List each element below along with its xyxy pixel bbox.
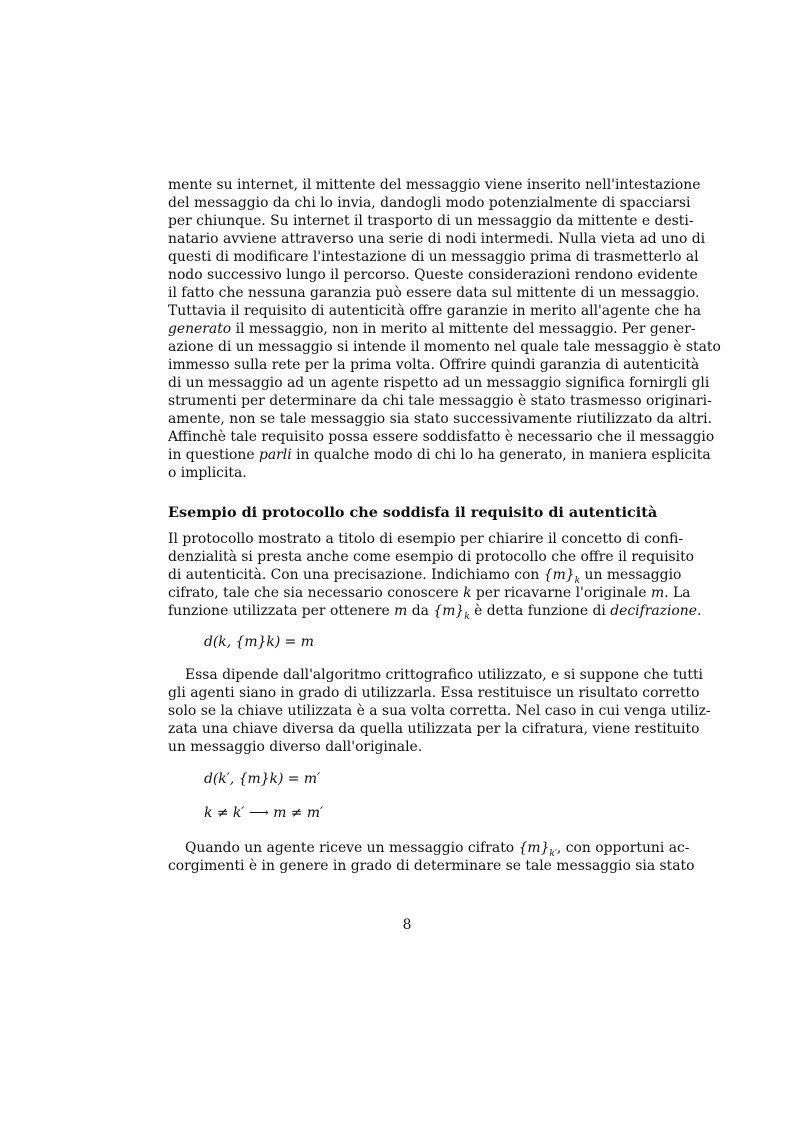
text-line [168,839,690,859]
text-span: in qualche modo di chi lo ha generato, in maniera esplicita [296,447,711,463]
text-line: natario avviene attraverso una serie di nodi intermedi. Nulla vieta ad uno di [168,231,706,247]
text-line [168,602,702,622]
text-line: un messaggio diverso dall'originale. [168,739,423,755]
text-line: mente su internet, il mittente del messaggio viene inserito nell'intestazione [168,177,701,193]
text-span: un messaggio [584,567,682,583]
page-number: 8 [402,917,412,933]
text-span: funzione utilizzata per ottenere [168,603,390,619]
text-line [168,566,682,586]
text-span: per ricavarne l'originale [475,585,647,601]
text-line: per chiunque. Su internet il trasporto di un messaggio da mittente e desti- [168,213,694,229]
text-line: immesso sulla rete per la prima volta. Offrire quindi garanzia di autenticità [168,357,700,373]
math-inline: $\{m\}_{k'}$, con opportuni ac- [518,840,690,859]
text-line: gli agenti siano in grado di utilizzarla. Essa restituisce un risultato corretto [168,685,700,701]
text-line: zata una chiave diversa da quella utilizzata per la cifratura, viene restituito [168,721,700,737]
text-span: m. La [650,585,691,601]
text-span: cifrato, tale che sia necessario conoscere [168,585,459,601]
text-line: Il protocollo mostrato a titolo di esempio per chiarire il concetto di confi- [168,531,684,547]
text-line: corgimenti è in genere in grado di determinare se tale messaggio sia stato [168,858,695,874]
text-line: Essa dipende dall'algoritmo crittografico utilizzato, e si suppone che tutti [185,667,703,683]
text-line: Affinchè tale requisito possa essere soddisfatto è necessario che il messaggio [168,429,715,445]
text-line [168,320,696,338]
text-line: strumenti per determinare da chi tale messaggio è stato trasmesso originari- [168,393,712,409]
emphasis-generato: generato [168,321,232,337]
text-line: solo se la chiave utilizzata è a sua volta corretta. Nel caso in cui venga utiliz- [168,703,711,719]
math-inline: k [463,585,472,601]
math-inline: $\{m\}_k$ [543,567,581,586]
text-line [168,446,711,464]
text-line: denzialità si presta anche come esempio di protocollo che offre il requisito [168,549,695,565]
section-heading: Esempio di protocollo che soddisfa il requisito di autenticità [168,504,658,521]
text-span: il messaggio, non in merito al mittente del messaggio. Per gener- [235,321,696,337]
text-line: o implicita. [168,465,247,481]
text-span: di autenticità. Con una precisazione. Indichiamo con [168,567,540,583]
text-line: del messaggio da chi lo invia, dandogli modo potenzialmente di spacciarsi [168,195,691,211]
emphasis-parli: parli [258,447,292,463]
equation: k ≠ k′ ⟶ m ≠ m′ [204,805,324,821]
text-line: questi di modificare l'intestazione di un messaggio prima di trasmetterlo al [168,249,699,265]
text-line: azione di un messaggio si intende il momento nel quale tale messaggio è stato [168,339,721,355]
math-inline: m [394,603,408,619]
text-span: in questione [168,447,255,463]
text-span: Quando un agente riceve un messaggio cifrato [185,840,515,856]
text-line: il fatto che nessuna garanzia può essere data sul mittente di un messaggio. [168,285,700,301]
text-span: è detta funzione di [474,603,606,619]
text-span: decifrazione. [610,603,702,619]
text-line: di un messaggio ad un agente rispetto ad un messaggio significa fornirgli gli [168,375,710,391]
equation: d(k′, {m}k) = m′ [204,771,321,787]
math-inline: $\{m\}_k$ [433,603,470,622]
text-line: nodo successivo lungo il percorso. Queste considerazioni rendono evidente [168,267,698,283]
text-span: da [411,603,429,619]
text-line [168,584,691,602]
text-line: Tuttavia il requisito di autenticità offre garanzie in merito all'agente che ha [168,303,701,319]
text-line: amente, non se tale messaggio sia stato successivamente riutilizzato da altri. [168,411,713,427]
equation: d(k, {m}k) = m [204,634,314,650]
